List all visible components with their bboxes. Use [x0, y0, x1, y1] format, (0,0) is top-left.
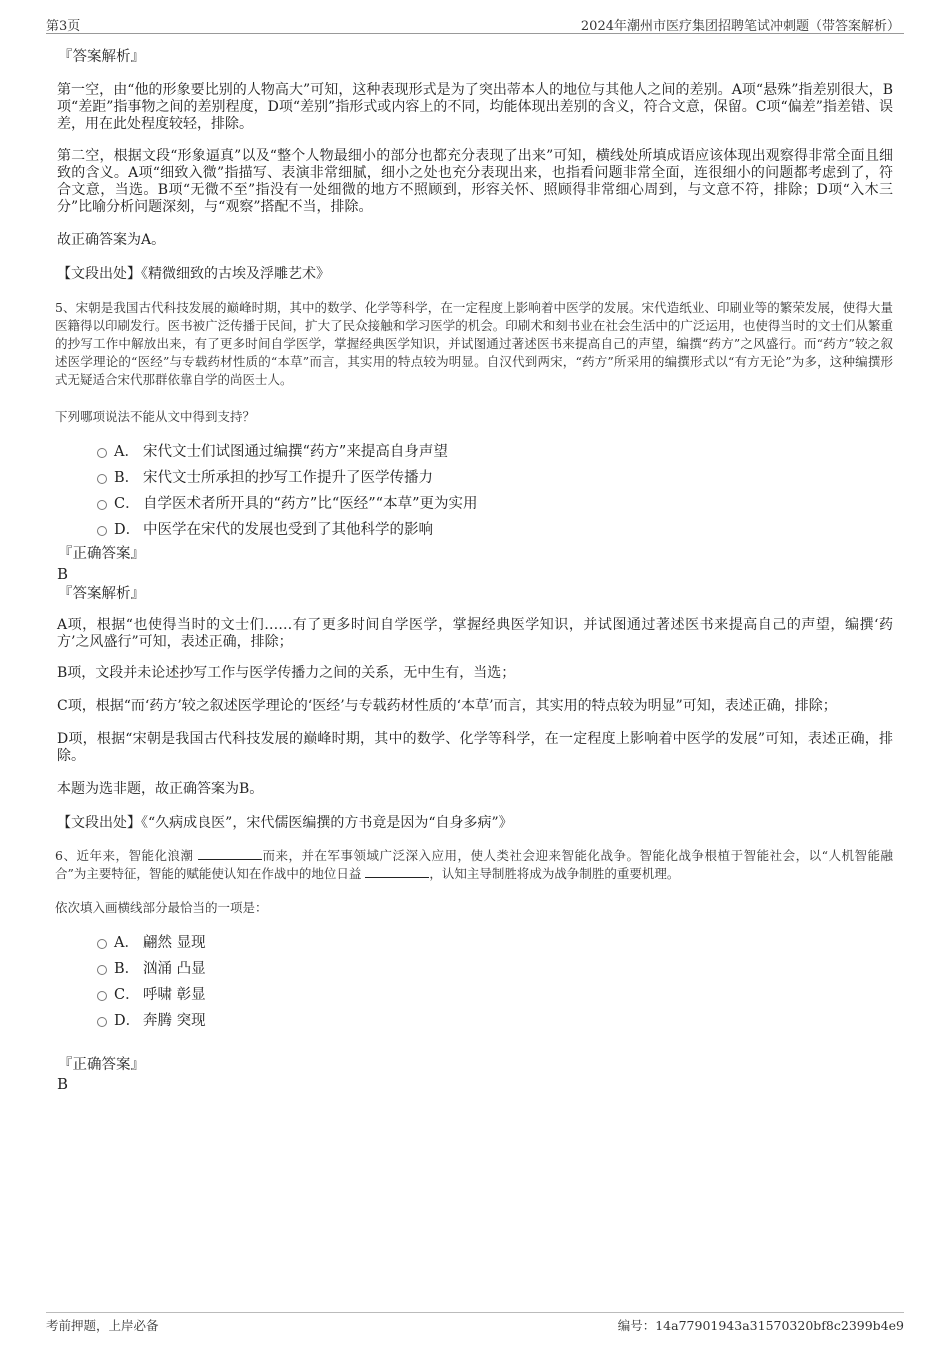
q5-analysis-c: C项，根据“而‘药方’较之叙述医学理论的‘医经’与专载药材性质的‘本草’而言，其实用的特点较为明显”可知，表述正确，排除；	[57, 698, 837, 714]
q6-stem-part-3: ，认知主导制胜将成为战争制胜的重要机理。	[429, 866, 680, 881]
q6-stem	[55, 847, 893, 883]
option-text: 呼啸 彰显	[143, 987, 206, 1003]
radio-icon[interactable]	[97, 1017, 107, 1027]
option-letter: A．	[114, 935, 139, 951]
radio-icon[interactable]	[97, 474, 107, 484]
radio-icon[interactable]	[97, 500, 107, 510]
option-letter: C．	[114, 496, 140, 512]
q5-option-d[interactable]	[57, 517, 893, 543]
q4-analysis-label: 『答案解析』	[58, 49, 145, 65]
q5-option-b[interactable]	[57, 465, 893, 491]
fill-blank-1	[198, 847, 262, 860]
radio-icon[interactable]	[97, 448, 107, 458]
q6-option-b[interactable]	[57, 956, 893, 982]
q5-question: 下列哪项说法不能从文中得到支持？	[55, 409, 256, 424]
radio-icon[interactable]	[97, 939, 107, 949]
q5-analysis-b: B项，文段并未论述抄写工作与医学传播力之间的关系，无中生有，当选；	[57, 665, 516, 681]
option-letter: B．	[114, 961, 140, 977]
q6-answer: B	[57, 1075, 69, 1093]
option-text: 自学医术者所开具的“药方”比“医经”“本草”更为实用	[143, 496, 478, 512]
q4-source: 【文段出处】《精微细致的古埃及浮雕艺术》	[57, 266, 330, 282]
option-letter: A．	[114, 444, 139, 460]
page-header	[46, 13, 904, 34]
footer-slogan: 考前押题，上岸必备	[46, 1318, 159, 1333]
radio-icon[interactable]	[97, 991, 107, 1001]
option-letter: C．	[114, 987, 140, 1003]
main-content	[57, 48, 893, 1093]
q5-stem: 5、宋朝是我国古代科技发展的巅峰时期，其中的数学、化学等科学，在一定程度上影响着中医学的发展。宋代造纸业、印刷业等的繁荣发展，使得大量医籍得以印刷发行。医书被广泛传播于民间，扩大了民众接触和学习医学的机会。印刷术和刻书业在社会生活中的广泛运用，也使得当时的文士们从繁重的抄写工作中解放出来，有了更多时间自学医学，掌握经典医学知识，并试图通过著述医书来提高自己的声望，编撰“药方”之风盛行。而“药方”较之叙述医学理论的“医经”与专载药材性质的“本草”而言，其实用的特点较为明显。自汉代到两宋，“药方”所采用的编撰形式以“有方无论”为多，这种编撰形式无疑适合宋代那群依靠自学的尚医士人。	[55, 300, 893, 387]
q6-option-a[interactable]	[57, 930, 893, 956]
q4-conclusion: 故正确答案为A。	[57, 232, 166, 248]
page-number: 第3页	[46, 19, 81, 34]
q5-analysis-label: 『答案解析』	[58, 586, 145, 602]
q6-option-c[interactable]	[57, 982, 893, 1008]
q6-question: 依次填入画横线部分最恰当的一项是：	[55, 900, 268, 915]
q6-options	[57, 930, 893, 1034]
q4-analysis-para-2: 第二空，根据文段“形象逼真”以及“整个人物最细小的部分也都充分表现了出来”可知，横线处所填成语应该体现出观察得非常全面且细致的含义。A项“细致入微”指描写、表演非常细腻，细小之处也充分表现出来，也指看问题非常全面，连很细小的问题都考虑到了，符合文意，当选。B项“无微不至”指没有一处细微的地方不照顾到，形容关怀、照顾得非常细心周到，与文意不符，排除；D项“入木三分”比喻分析问题深刻，与“观察”搭配不当，排除。	[57, 148, 893, 215]
q5-options	[57, 439, 893, 543]
q6-answer-label: 『正确答案』	[58, 1057, 145, 1073]
q6-option-d[interactable]	[57, 1008, 893, 1034]
radio-icon[interactable]	[97, 526, 107, 536]
q5-analysis-d: D项，根据“宋朝是我国古代科技发展的巅峰时期，其中的数学、化学等科学，在一定程度上影响着中医学的发展”可知，表述正确，排除。	[57, 731, 893, 764]
option-letter: D．	[114, 522, 141, 538]
q5-conclusion: 本题为选非题，故正确答案为B。	[57, 781, 264, 797]
option-letter: B．	[114, 470, 140, 486]
q6-stem-part-2: 而来，并在军事领域广泛深入应用，使人类社会迎来智能化战争。智能化战争根植于智能社会，以“人机智能融合”为主要特征，智能的赋能使认知在作战中的地位日益	[55, 848, 893, 881]
option-letter: D．	[114, 1013, 141, 1029]
q5-analysis-a: A项，根据“也使得当时的文士们……有了更多时间自学医学，掌握经典医学知识，并试图通过著述医书来提高自己的声望，编撰‘药方’之风盛行”可知，表述正确，排除；	[57, 617, 893, 650]
option-text: 翩然 显现	[143, 935, 206, 951]
q6-stem-part-1: 6、近年来，智能化浪潮	[55, 848, 198, 863]
q5-option-c[interactable]	[57, 491, 893, 517]
q5-answer-label: 『正确答案』	[58, 546, 145, 562]
q5-source: 【文段出处】《“久病成良医”，宋代儒医编撰的方书竟是因为“自身多病”》	[57, 815, 513, 831]
q5-option-a[interactable]	[57, 439, 893, 465]
option-text: 汹涌 凸显	[143, 961, 206, 977]
page-footer	[46, 1312, 904, 1337]
option-text: 宋代文士所承担的抄写工作提升了医学传播力	[143, 470, 433, 486]
option-text: 宋代文士们试图通过编撰“药方”来提高自身声望	[143, 444, 448, 460]
document-title: 2024年潮州市医疗集团招聘笔试冲刺题（带答案解析）	[580, 19, 900, 34]
option-text: 中医学在宋代的发展也受到了其他科学的影响	[143, 522, 433, 538]
q5-answer: B	[57, 565, 69, 583]
q4-analysis-para-1: 第一空，由“他的形象要比别的人物高大”可知，这种表现形式是为了突出蒂本人的地位与其他人之间的差别。A项“悬殊”指差别很大，B项“差距”指事物之间的差别程度，D项“差别”指形式或内容上的不同，均能体现出差别的含义，符合文意，保留。C项“偏差”指差错、误差，用在此处程度较轻，排除。	[57, 82, 893, 132]
fill-blank-2	[365, 865, 429, 878]
serial-number: 编号：14a77901943a31570320bf8c2399b4e9	[617, 1318, 904, 1333]
radio-icon[interactable]	[97, 965, 107, 975]
option-text: 奔腾 突现	[143, 1013, 206, 1029]
